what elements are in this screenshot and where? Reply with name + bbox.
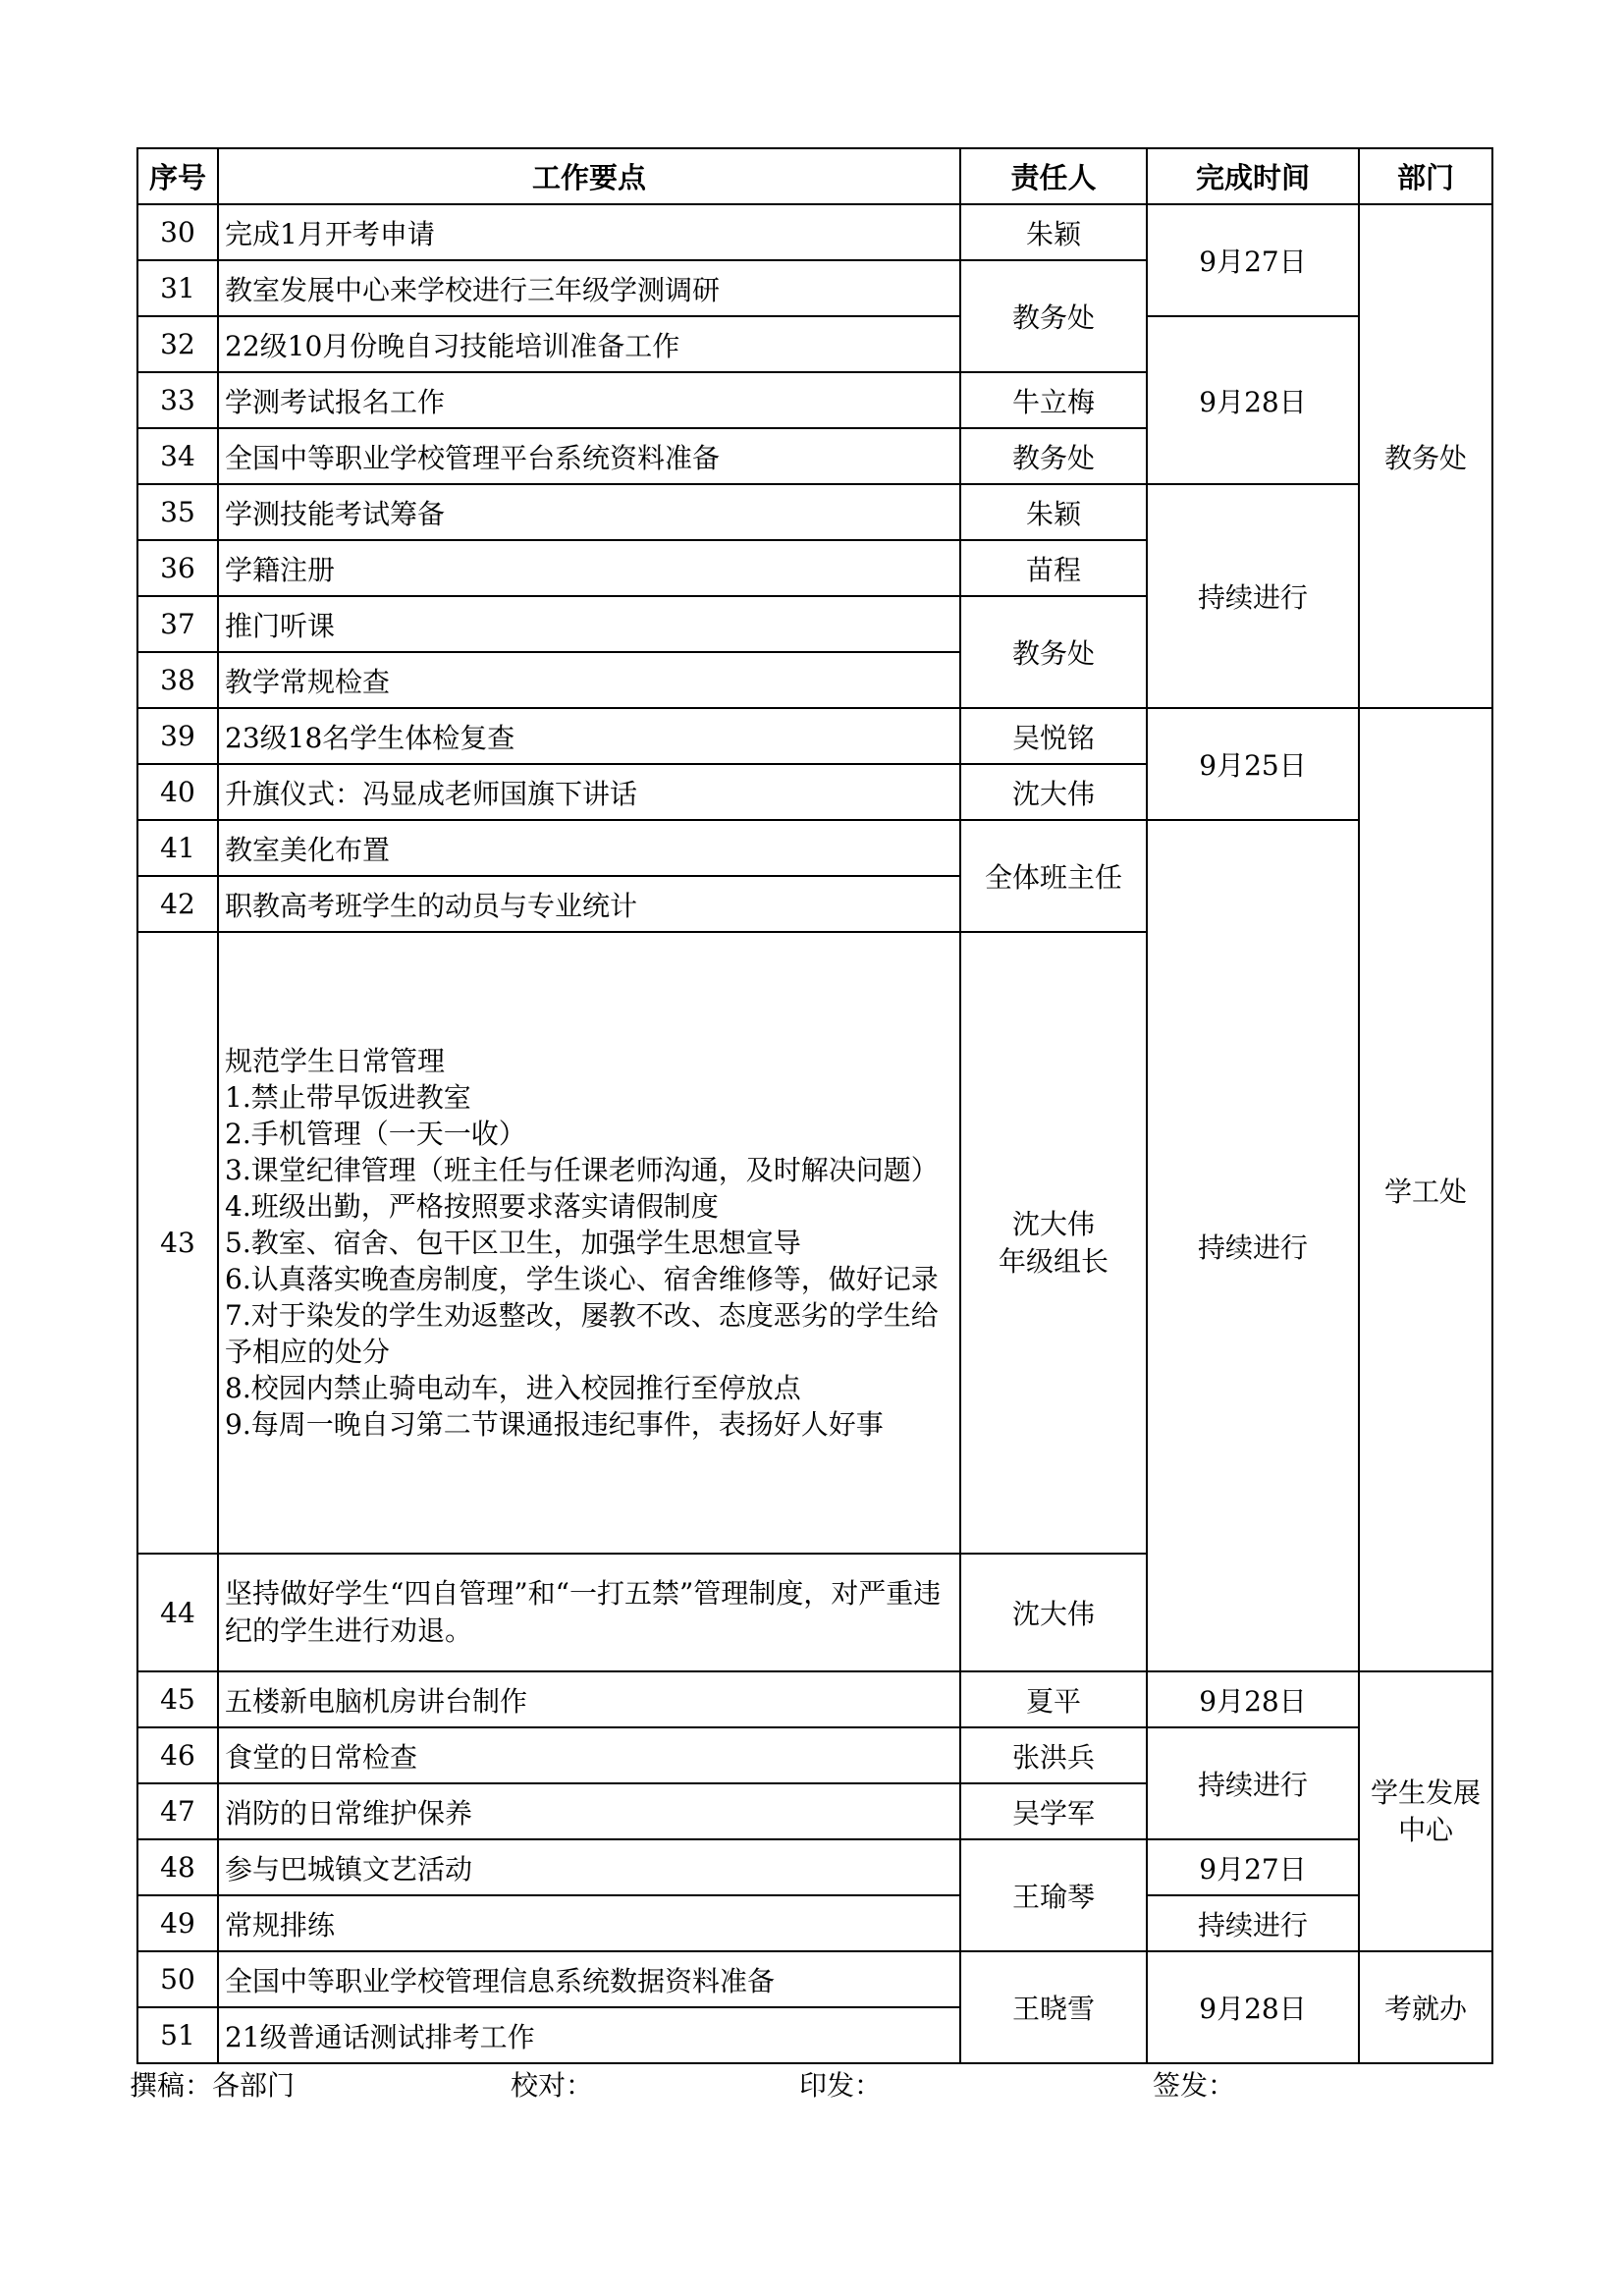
row-time: 9月28日 bbox=[1147, 1671, 1359, 1727]
row-no: 38 bbox=[137, 652, 218, 708]
header-no: 序号 bbox=[137, 148, 218, 204]
row-person: 教务处 bbox=[960, 428, 1147, 484]
row-time: 9月25日 bbox=[1147, 708, 1359, 820]
table-row bbox=[137, 820, 1492, 876]
row-no: 46 bbox=[137, 1727, 218, 1783]
row-no: 42 bbox=[137, 876, 218, 932]
row-task: 21级普通话测试排考工作 bbox=[218, 2007, 960, 2063]
row-no: 49 bbox=[137, 1895, 218, 1951]
row-no: 35 bbox=[137, 484, 218, 540]
row-dept: 学工处 bbox=[1359, 708, 1492, 1671]
row-no: 45 bbox=[137, 1671, 218, 1727]
row-no: 43 bbox=[137, 932, 218, 1554]
row-no: 36 bbox=[137, 540, 218, 596]
header-time: 完成时间 bbox=[1147, 148, 1359, 204]
row-no: 32 bbox=[137, 316, 218, 372]
row-dept: 学生发展中心 bbox=[1359, 1671, 1492, 1951]
row-person: 牛立梅 bbox=[960, 372, 1147, 428]
table-row bbox=[137, 204, 1492, 260]
row-time: 9月28日 bbox=[1147, 316, 1359, 484]
row-task: 食堂的日常检查 bbox=[218, 1727, 960, 1783]
row-person: 吴悦铭 bbox=[960, 708, 1147, 764]
row-time: 持续进行 bbox=[1147, 1895, 1359, 1951]
row-time: 9月28日 bbox=[1147, 1951, 1359, 2063]
row-no: 48 bbox=[137, 1839, 218, 1895]
footer-issue: 签发： bbox=[1153, 2069, 1236, 2102]
header-person: 责任人 bbox=[960, 148, 1147, 204]
row-no: 37 bbox=[137, 596, 218, 652]
header-dept: 部门 bbox=[1359, 148, 1492, 204]
work-plan-table bbox=[136, 147, 1493, 2064]
row-dept: 考就办 bbox=[1359, 1951, 1492, 2063]
table-row bbox=[137, 1951, 1492, 2007]
row-task: 全国中等职业学校管理平台系统资料准备 bbox=[218, 428, 960, 484]
row-person: 夏平 bbox=[960, 1671, 1147, 1727]
row-task: 完成1月开考申请 bbox=[218, 204, 960, 260]
table-row bbox=[137, 316, 1492, 372]
row-person: 张洪兵 bbox=[960, 1727, 1147, 1783]
row-task: 学测考试报名工作 bbox=[218, 372, 960, 428]
row-time: 9月27日 bbox=[1147, 1839, 1359, 1895]
row-person: 沈大伟 年级组长 bbox=[960, 932, 1147, 1554]
table-header-row bbox=[137, 148, 1492, 204]
row-task: 五楼新电脑机房讲台制作 bbox=[218, 1671, 960, 1727]
footer-draft: 撰稿：各部门 bbox=[130, 2069, 296, 2102]
row-task: 23级18名学生体检复查 bbox=[218, 708, 960, 764]
row-person: 朱颖 bbox=[960, 484, 1147, 540]
row-person: 教务处 bbox=[960, 260, 1147, 372]
row-no: 30 bbox=[137, 204, 218, 260]
row-no: 47 bbox=[137, 1783, 218, 1839]
row-no: 31 bbox=[137, 260, 218, 316]
row-person: 朱颖 bbox=[960, 204, 1147, 260]
row-task: 教室美化布置 bbox=[218, 820, 960, 876]
row-task: 教学常规检查 bbox=[218, 652, 960, 708]
table-row bbox=[137, 484, 1492, 540]
row-no: 33 bbox=[137, 372, 218, 428]
row-no: 44 bbox=[137, 1554, 218, 1671]
document-footer bbox=[130, 2064, 1504, 2104]
row-person: 沈大伟 bbox=[960, 764, 1147, 820]
row-time: 持续进行 bbox=[1147, 484, 1359, 708]
row-no: 40 bbox=[137, 764, 218, 820]
footer-proofread: 校对： bbox=[511, 2069, 594, 2102]
row-no: 34 bbox=[137, 428, 218, 484]
row-task: 22级10月份晚自习技能培训准备工作 bbox=[218, 316, 960, 372]
row-no: 39 bbox=[137, 708, 218, 764]
row-person: 吴学军 bbox=[960, 1783, 1147, 1839]
row-task: 升旗仪式：冯显成老师国旗下讲话 bbox=[218, 764, 960, 820]
row-person: 王晓雪 bbox=[960, 1951, 1147, 2063]
row-person: 沈大伟 bbox=[960, 1554, 1147, 1671]
row-person: 王瑜琴 bbox=[960, 1839, 1147, 1951]
row-time: 持续进行 bbox=[1147, 1727, 1359, 1839]
table-row bbox=[137, 1671, 1492, 1727]
row-task: 全国中等职业学校管理信息系统数据资料准备 bbox=[218, 1951, 960, 2007]
row-task: 职教高考班学生的动员与专业统计 bbox=[218, 876, 960, 932]
row-task: 参与巴城镇文艺活动 bbox=[218, 1839, 960, 1895]
row-time: 9月27日 bbox=[1147, 204, 1359, 316]
table-row bbox=[137, 1839, 1492, 1895]
footer-print: 印发： bbox=[799, 2069, 883, 2102]
row-dept: 教务处 bbox=[1359, 204, 1492, 708]
table-row bbox=[137, 708, 1492, 764]
row-no: 41 bbox=[137, 820, 218, 876]
row-task: 坚持做好学生“四自管理”和“一打五禁”管理制度，对严重违纪的学生进行劝退。 bbox=[218, 1554, 960, 1671]
table-row bbox=[137, 1895, 1492, 1951]
row-time: 持续进行 bbox=[1147, 820, 1359, 1671]
row-person: 苗程 bbox=[960, 540, 1147, 596]
row-no: 50 bbox=[137, 1951, 218, 2007]
row-task: 常规排练 bbox=[218, 1895, 960, 1951]
row-task: 学籍注册 bbox=[218, 540, 960, 596]
row-person: 全体班主任 bbox=[960, 820, 1147, 932]
row-task: 规范学生日常管理 1.禁止带早饭进教室 2.手机管理（一天一收） 3.课堂纪律管理（班主任与任课老师沟通，及时解决问题） 4.班级出勤，严格按照要求落实请假制度 5.教室、宿舍、包干区卫生，加强学生思想宣导 6.认真落实晚查房制度，学生谈心、宿舍维修等，做好记录 7.对于染发的学生劝返整改，屡教不改、态度恶劣的学生给予相应的处分 8.校园内禁止骑电动车，进入校园推行至停放点 9.每周一晚自习第二节课通报违纪事件，表扬好人好事 bbox=[218, 932, 960, 1554]
row-no: 51 bbox=[137, 2007, 218, 2063]
row-person: 教务处 bbox=[960, 596, 1147, 708]
row-task: 教室发展中心来学校进行三年级学测调研 bbox=[218, 260, 960, 316]
row-task: 推门听课 bbox=[218, 596, 960, 652]
header-task: 工作要点 bbox=[218, 148, 960, 204]
table-row bbox=[137, 1727, 1492, 1783]
row-task: 消防的日常维护保养 bbox=[218, 1783, 960, 1839]
row-task: 学测技能考试筹备 bbox=[218, 484, 960, 540]
